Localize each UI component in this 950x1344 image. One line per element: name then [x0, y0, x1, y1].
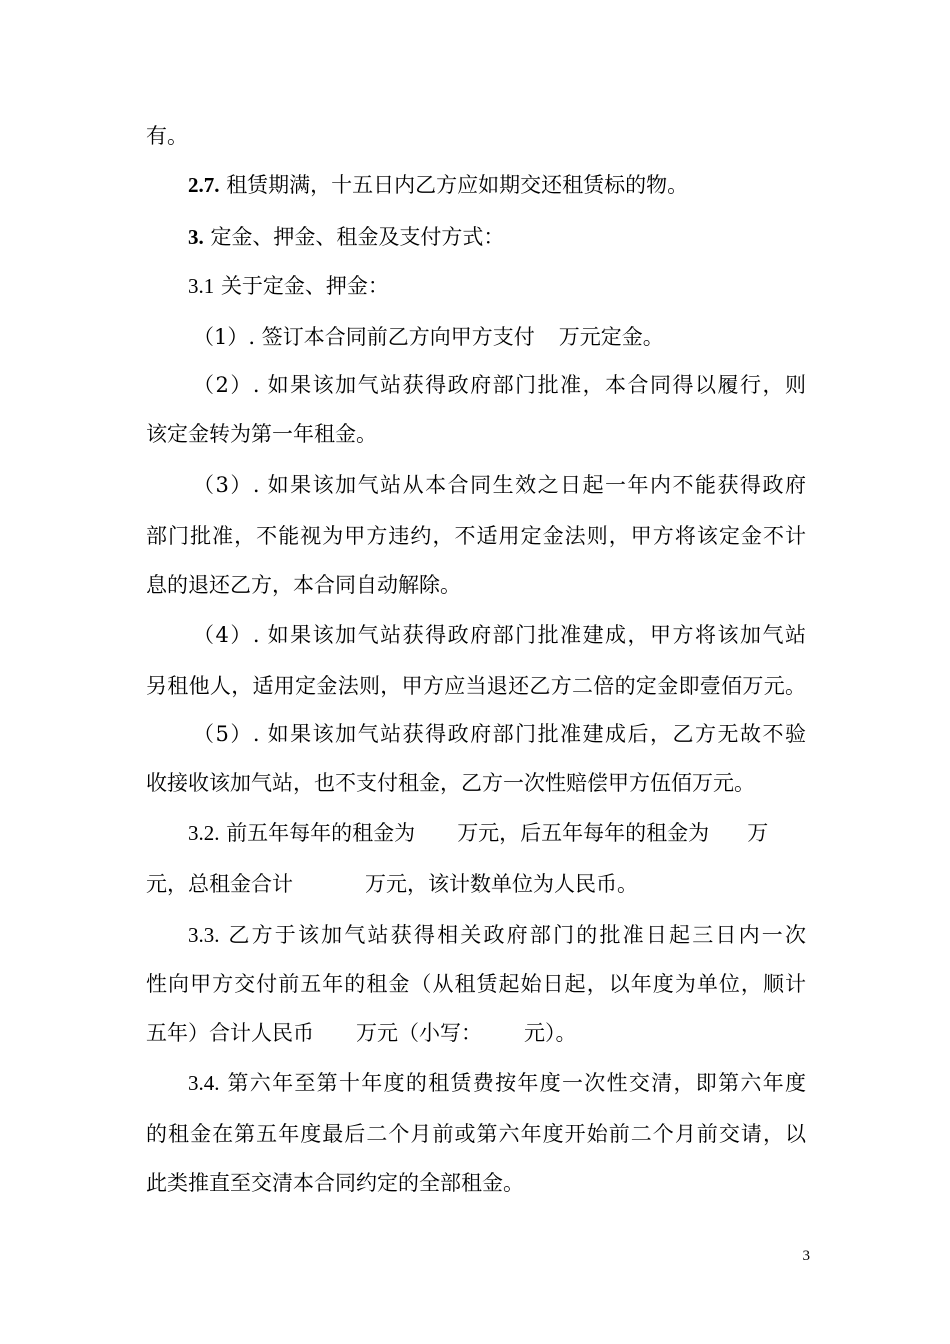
clause-3-2-line-1: 3.2. 前五年每年的租金为 万元，后五年每年的租金为 万: [188, 821, 769, 845]
clause-3-1: 3.1 关于定金、押金：: [188, 274, 389, 298]
clause-3-4-line-1: 3.4. 第六年至第十年度的租赁费按年度一次性交清，即第六年度: [188, 1071, 806, 1095]
item-5-line-1: （5）. 如果该加气站获得政府部门批准建成后，乙方无故不验: [193, 722, 806, 746]
clause-3-4-line-2: 的租金在第五年度最后二个月前或第六年度开始前二个月前交请，以: [146, 1122, 806, 1146]
item-4-line-1: （4）. 如果该加气站获得政府部门批准建成，甲方将该加气站: [193, 623, 806, 647]
section-3-heading: 3. 定金、押金、租金及支付方式：: [188, 225, 505, 249]
item-3-line-2: 部门批准，不能视为甲方违约，不适用定金法则，甲方将该定金不计: [146, 524, 806, 548]
item-2-line-1: （2）. 如果该加气站获得政府部门批准，本合同得以履行，则: [193, 373, 806, 397]
clause-2-7: 2.7. 租赁期满，十五日内乙方应如期交还租赁标的物。: [188, 173, 689, 197]
clause-number: 3.3.: [188, 923, 220, 947]
clause-3-3-line-1: 3.3. 乙方于该加气站获得相关政府部门的批准日起三日内一次: [188, 923, 806, 947]
item-3-line-3: 息的退还乙方，本合同自动解除。: [146, 573, 461, 597]
clause-3-4-line-3: 此类推直至交清本合同约定的全部租金。: [146, 1171, 524, 1195]
section-number: 3.: [188, 225, 204, 249]
paragraph-line: 有。: [146, 124, 188, 148]
item-4-line-2: 另租他人，适用定金法则，甲方应当退还乙方二倍的定金即壹佰万元。: [146, 674, 806, 698]
page-number: 3: [802, 1248, 810, 1264]
clause-number: 2.7.: [188, 173, 220, 197]
clause-3-3-line-3: 五年）合计人民币 万元（小写： 元）。: [146, 1021, 577, 1045]
item-5-line-2: 收接收该加气站，也不支付租金，乙方一次性赔偿甲方伍佰万元。: [146, 771, 755, 795]
clause-3-3-line-2: 性向甲方交付前五年的租金（从租赁起始日起，以年度为单位，顺计: [146, 972, 806, 996]
item-3-line-1: （3）. 如果该加气站从本合同生效之日起一年内不能获得政府: [193, 473, 806, 497]
item-2-line-2: 该定金转为第一年租金。: [146, 422, 377, 446]
clause-number: 3.1: [188, 274, 215, 298]
item-1: （1）. 签订本合同前乙方向甲方支付 万元定金。: [193, 325, 664, 349]
clause-number: 3.4.: [188, 1071, 220, 1095]
clause-number: 3.2.: [188, 821, 220, 845]
clause-3-2-line-2: 元，总租金合计 万元，该计数单位为人民币。: [146, 872, 638, 896]
